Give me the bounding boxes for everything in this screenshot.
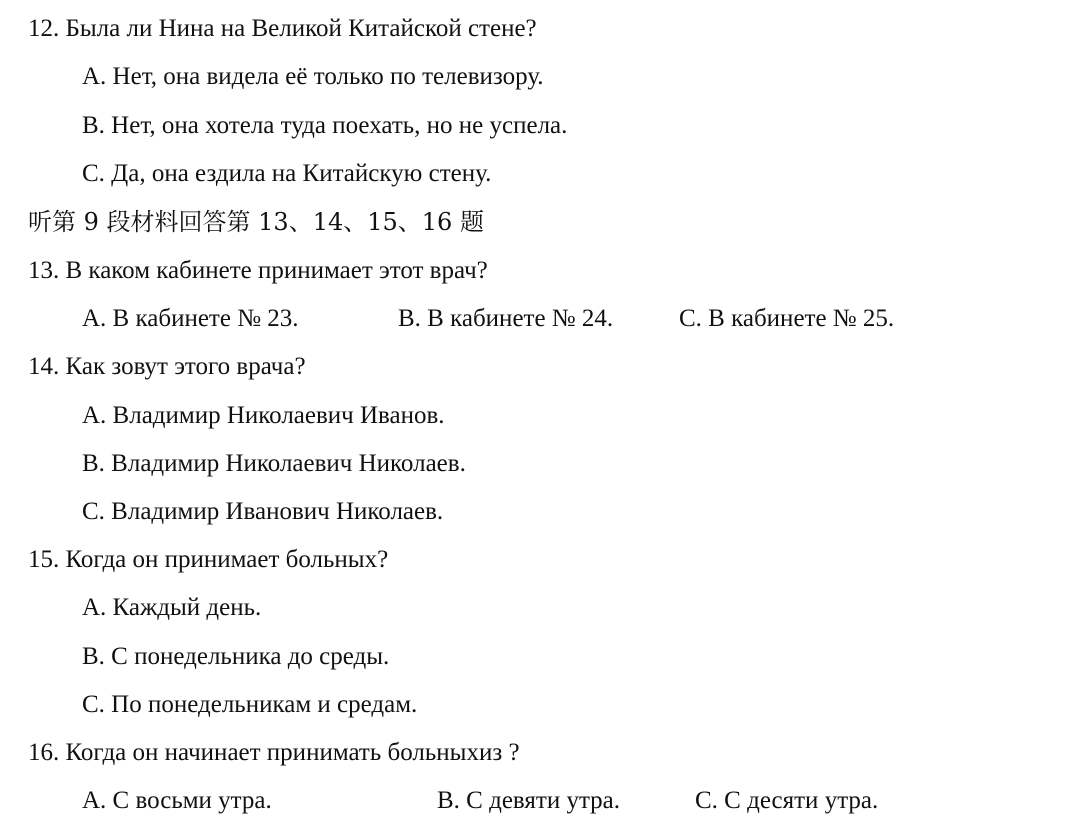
question-16: 16. Когда он начинает принимать больныхиз ? (28, 739, 520, 766)
question-14-option-c: C. Владимир Иванович Николаев. (82, 498, 444, 525)
question-14-option-b: B. Владимир Николаевич Николаев. (82, 450, 466, 477)
question-13-option-a: A. В кабинете № 23. (82, 305, 299, 332)
question-16-option-c: C. С десяти утра. (695, 787, 879, 814)
section-instruction: 听第 9 段材料回答第 13、14、15、16 题 (28, 208, 484, 236)
question-12-option-a: A. Нет, она видела её только по телевизору. (82, 63, 544, 90)
question-15-option-b: B. С понедельника до среды. (82, 643, 390, 670)
question-15: 15. Когда он принимает больных? (28, 546, 389, 573)
question-15-option-c: C. По понедельникам и средам. (82, 691, 418, 718)
question-14-option-a: A. Владимир Николаевич Иванов. (82, 402, 445, 429)
question-13-option-c: C. В кабинете № 25. (679, 305, 895, 332)
question-16-option-b: B. С девяти утра. (437, 787, 621, 814)
question-16-option-a: A. С восьми утра. (82, 787, 272, 814)
question-15-option-a: A. Каждый день. (82, 594, 262, 621)
question-12-option-b: B. Нет, она хотела туда поехать, но не успела. (82, 112, 568, 139)
question-12-option-c: C. Да, она ездила на Китайскую стену. (82, 160, 492, 187)
question-13-option-b: B. В кабинете № 24. (398, 305, 614, 332)
question-12: 12. Была ли Нина на Великой Китайской стене? (28, 15, 537, 42)
question-13: 13. В каком кабинете принимает этот врач? (28, 257, 488, 284)
question-14: 14. Как зовут этого врача? (28, 353, 306, 380)
